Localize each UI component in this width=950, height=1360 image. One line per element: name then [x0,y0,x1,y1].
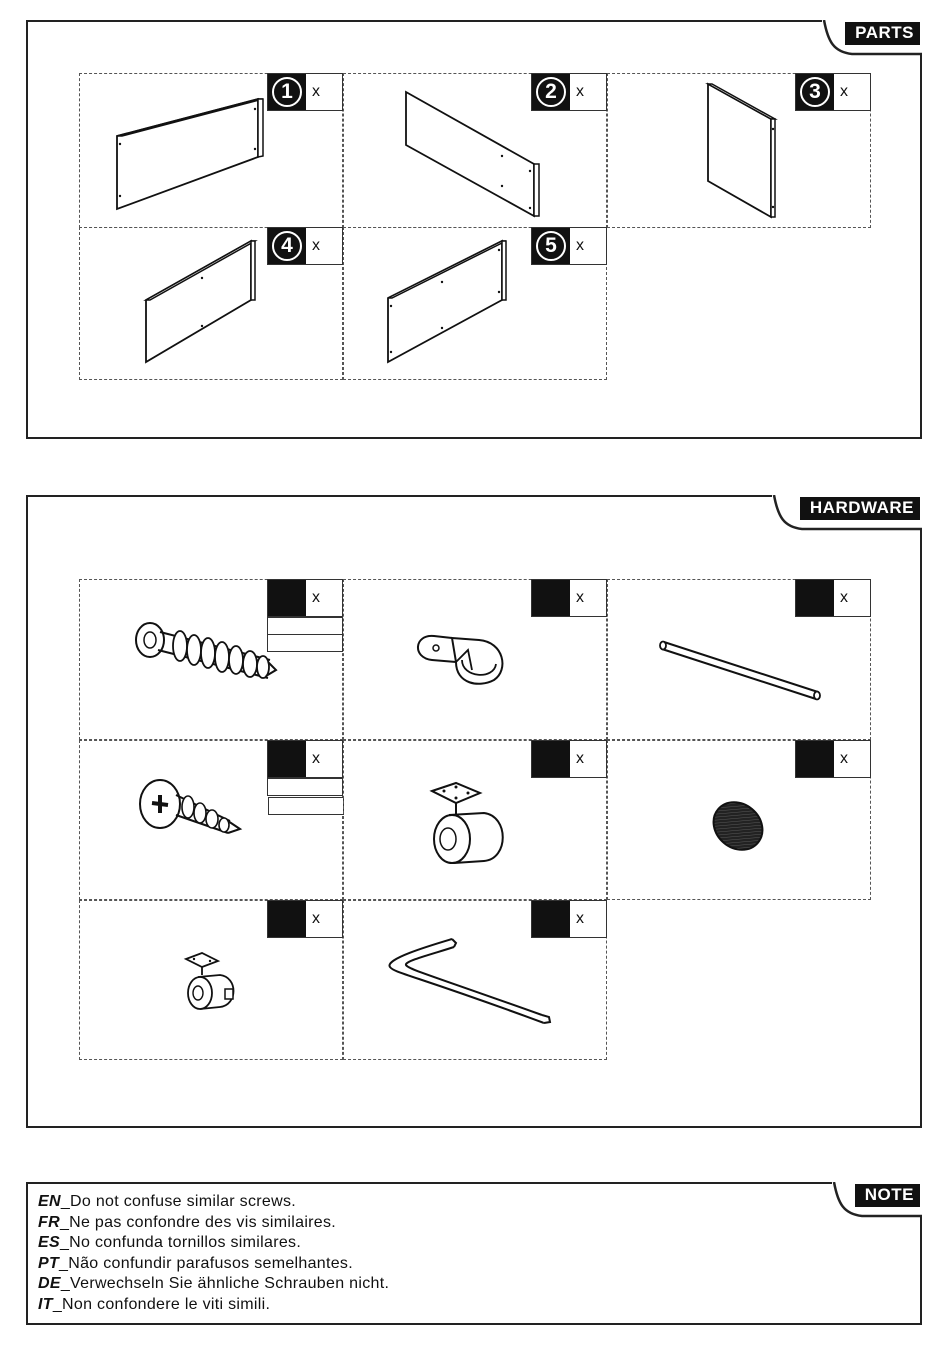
part-3-number: 3 [800,77,830,107]
part-3-qty-box [795,73,871,111]
hardware-cell-1 [79,579,343,740]
hardware-cell-5 [343,740,607,900]
hardware-7-id-block [268,901,306,937]
hardware-4-id-block [268,741,306,777]
part-4-number: 4 [272,231,302,261]
hardware-2-id-block [532,580,570,616]
note-text-es: _No confunda tornillos similares. [59,1234,302,1251]
hardware-1-qty-label: x [312,589,320,606]
hardware-cell-6 [607,740,871,900]
parts-title: PARTS [845,22,920,45]
hardware-4-qty-box [267,740,343,778]
note-text-it: _Non confondere le viti simili. [52,1295,271,1313]
hardware-4-qty-label: x [312,750,320,767]
hardware-7-qty-box [267,900,343,938]
part-5-number: 5 [536,231,566,261]
part-cell-1 [79,73,343,228]
part-4-qty-box [267,227,343,265]
part-2-qty-label: x [576,83,584,100]
part-5-qty-box [531,227,607,265]
note-text-fr: _Ne pas confondre des vis similaires. [59,1213,337,1231]
part-cell-3 [607,73,871,228]
hardware-8-qty-label: x [576,910,584,927]
part-1-number: 1 [272,77,302,107]
note-tab [832,1182,922,1216]
hardware-tab [772,495,922,529]
hardware-5-id-block [532,741,570,777]
hardware-5-qty-label: x [576,750,584,767]
hardware-6-id-block [796,741,834,777]
note-line-en [38,1192,389,1213]
part-2-number: 2 [536,77,566,107]
part-cell-4 [79,227,343,380]
part-2-qty-box [531,73,607,111]
note-section [26,1182,922,1325]
hardware-title: HARDWARE [800,497,920,520]
hardware-cell-8 [343,900,607,1060]
hardware-cell-3 [607,579,871,740]
hardware-cell-7 [79,900,343,1060]
hardware-cell-4 [79,740,343,900]
note-lang-pt: PT [38,1254,60,1272]
hardware-8-id-block [532,901,570,937]
note-text-en: _Do not confuse similar screws. [60,1193,296,1210]
hardware-6-qty-box [795,740,871,778]
hardware-2-qty-label: x [576,589,584,606]
hardware-1-size-box-2 [267,634,343,652]
part-4-qty-label: x [312,237,320,254]
hardware-4-size-box [267,778,343,796]
hardware-4-size-box-2 [268,797,344,815]
hardware-1-qty-box [267,579,343,617]
note-line-it [38,1295,389,1316]
part-3-qty-label: x [840,83,848,100]
hardware-3-qty-box [795,579,871,617]
note-lang-en: EN [38,1193,61,1210]
note-text-de: _Verwechseln Sie ähnliche Schrauben nicht. [60,1275,390,1292]
note-title: NOTE [855,1184,920,1207]
hardware-cell-2 [343,579,607,740]
note-lang-it: IT [38,1295,53,1313]
note-line-pt [38,1254,389,1275]
hardware-3-qty-label: x [840,589,848,606]
hardware-3-id-block [796,580,834,616]
parts-section [26,20,922,439]
note-lang-es: ES [38,1234,60,1251]
note-line-fr [38,1213,389,1234]
hardware-1-size-box [267,617,343,635]
hardware-1-id-block [268,580,306,616]
note-text-pt: _Não confundir parafusos semelhantes. [59,1254,353,1272]
note-lang-de: DE [38,1275,61,1292]
note-line-es [38,1233,389,1254]
part-1-qty-label: x [312,83,320,100]
hardware-5-qty-box [531,740,607,778]
note-line-de [38,1274,389,1295]
part-5-qty-label: x [576,237,584,254]
note-text-block [38,1192,389,1315]
hardware-section [26,495,922,1128]
parts-tab [822,20,922,54]
hardware-2-qty-box [531,579,607,617]
hardware-7-qty-label: x [312,910,320,927]
part-cell-5 [343,227,607,380]
part-1-qty-box [267,73,343,111]
hardware-6-qty-label: x [840,750,848,767]
hardware-8-qty-box [531,900,607,938]
part-cell-2 [343,73,607,228]
note-lang-fr: FR [38,1213,60,1231]
